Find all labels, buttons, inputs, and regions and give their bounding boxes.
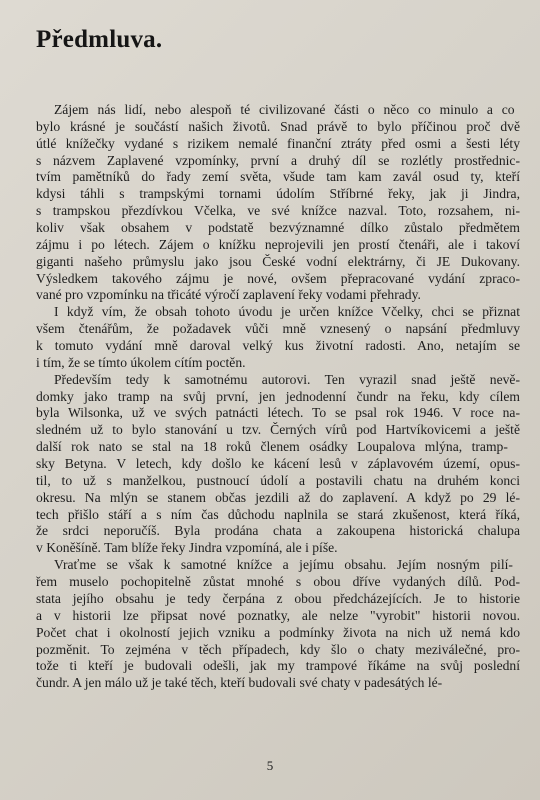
body-text	[36, 102, 520, 692]
text-line: domky jako tramp na svůj první, jen jednodenní čundr na řeku, kdy cílem	[36, 388, 520, 404]
text-line: sky Betyna. V letech, kdy došlo ke kácení lesů v záplavovém území, opus-	[36, 456, 520, 472]
text-line: Vraťme se však k samotné knížce a jejímu obsahu. Jejím nosným pilí-	[54, 557, 513, 573]
text-line: pozměnit. To zejména v těch případech, kdy šlo o chaty meziválečné, pro-	[36, 641, 520, 657]
text-line: giganti našeho průmyslu jako jsou České vodní elektrárny, či JE Dukovany.	[36, 253, 520, 269]
text-line: že srdci neporučíš. Byla prodána chata a zakoupena historická chalupa	[36, 523, 520, 539]
text-line: tože ti kteří je budovali odešli, jak my trampové říkáme na svůj poslední	[36, 658, 520, 674]
text-line: v Koněšíně. Tam blíže řeky Jindra vzpomíná, ale i píše.	[36, 540, 338, 556]
text-line: byla Wilsonka, už ve svých patnácti létech. To se psal rok 1946. V roce na-	[36, 405, 520, 421]
text-line: til, to už s manželkou, pustnoucí údolí a postavili chatu na druhém konci	[36, 472, 520, 488]
text-line: kdysi táhli s trampskými tornami údolím Stříbrné řeky, jak ji Jindra,	[36, 186, 520, 202]
text-line: i tím, že se tímto úkolem cítím poctěn.	[36, 354, 246, 370]
text-line: I když vím, že obsah tohoto úvodu je určen knížce Včelky, chci se přiznat	[54, 304, 520, 320]
text-line: s názvem Zaplavené vzpomínky, první a druhý díl se rozlétly prostřednic-	[36, 152, 520, 168]
text-line: bylo krásné je součástí našich životů. Snad právě to bylo příčinou proč dvě	[36, 118, 520, 134]
text-line: Zájem nás lidí, nebo alespoň té civilizované části o něco co minulo a co	[54, 102, 515, 117]
text-line: tech přišlo stáří a s ním čas důchodu naplnila se stará zkušenost, která říká,	[36, 506, 520, 522]
text-line: stata jejího obsahu je tedy čerpána z obou předcházejících. Je to historie	[36, 590, 520, 606]
text-line: Počet chat i okolností jejich vzniku a podmínky života na nich už nemá kdo	[36, 624, 520, 640]
text-line: koliv však obsahem v podstatě bezvýznamné dílko zůstalo předmětem	[36, 220, 520, 236]
text-line: sledném už to bylo stanování u tzv. Černých vírů pod Hartvíkovicemi a ještě	[36, 422, 520, 438]
text-line: Především tedy k samotnému autorovi. Ten vyrazil snad ještě nevě-	[54, 371, 520, 387]
text-line: všem čtenářům, že požadavek vůči mně vznesený o napsání předmluvy	[36, 321, 520, 337]
text-line: okresu. Na mlýn se stanem občas jezdili až do zaplavení. A když po 29 lé-	[36, 489, 520, 505]
text-line: vané pro vzpomínku na třicáté výročí zaplavení řeky vodami přehrady.	[36, 287, 421, 303]
text-line: zájmu i po létech. Zájem o knížku neprojevili jen prostí čtenáři, ale i takoví	[36, 236, 520, 252]
text-line: útlé knížečky vydané s rizikem nemalé finanční ztráty před osmi a šesti léty	[36, 135, 520, 151]
text-line: s trampskou přezdívkou Včelka, ve své knížce nazval. Toto, rozsahem, ni-	[36, 203, 520, 219]
text-line: tvím pamětníků do řady zemí světa, všude tam kam zavál osud ty, kteří	[36, 169, 520, 185]
text-line: k tomuto vydání mně daroval velký kus životní radosti. Ano, netajím se	[36, 338, 521, 354]
text-line: další rok nato se stal na 18 roků členem osádky Loupalova mlýna, tramp-	[36, 439, 508, 455]
text-line: Výsledkem takového zájmu je nové, ovšem přepracované vydání zpraco-	[36, 270, 520, 286]
text-line: a v historii lze připsat nové poznatky, ale nelze "vyrobit" historii novou.	[36, 607, 520, 623]
text-line: čundr. A jen málo už je také těch, kteří budovali své chaty v padesátých lé-	[36, 675, 443, 691]
page-number: 5	[266, 758, 274, 773]
text-line: řem muselo pochopitelně zůstat mnohé s obou dříve vydaných dílů. Pod-	[36, 574, 520, 590]
page-title: Předmluva.	[36, 26, 163, 53]
